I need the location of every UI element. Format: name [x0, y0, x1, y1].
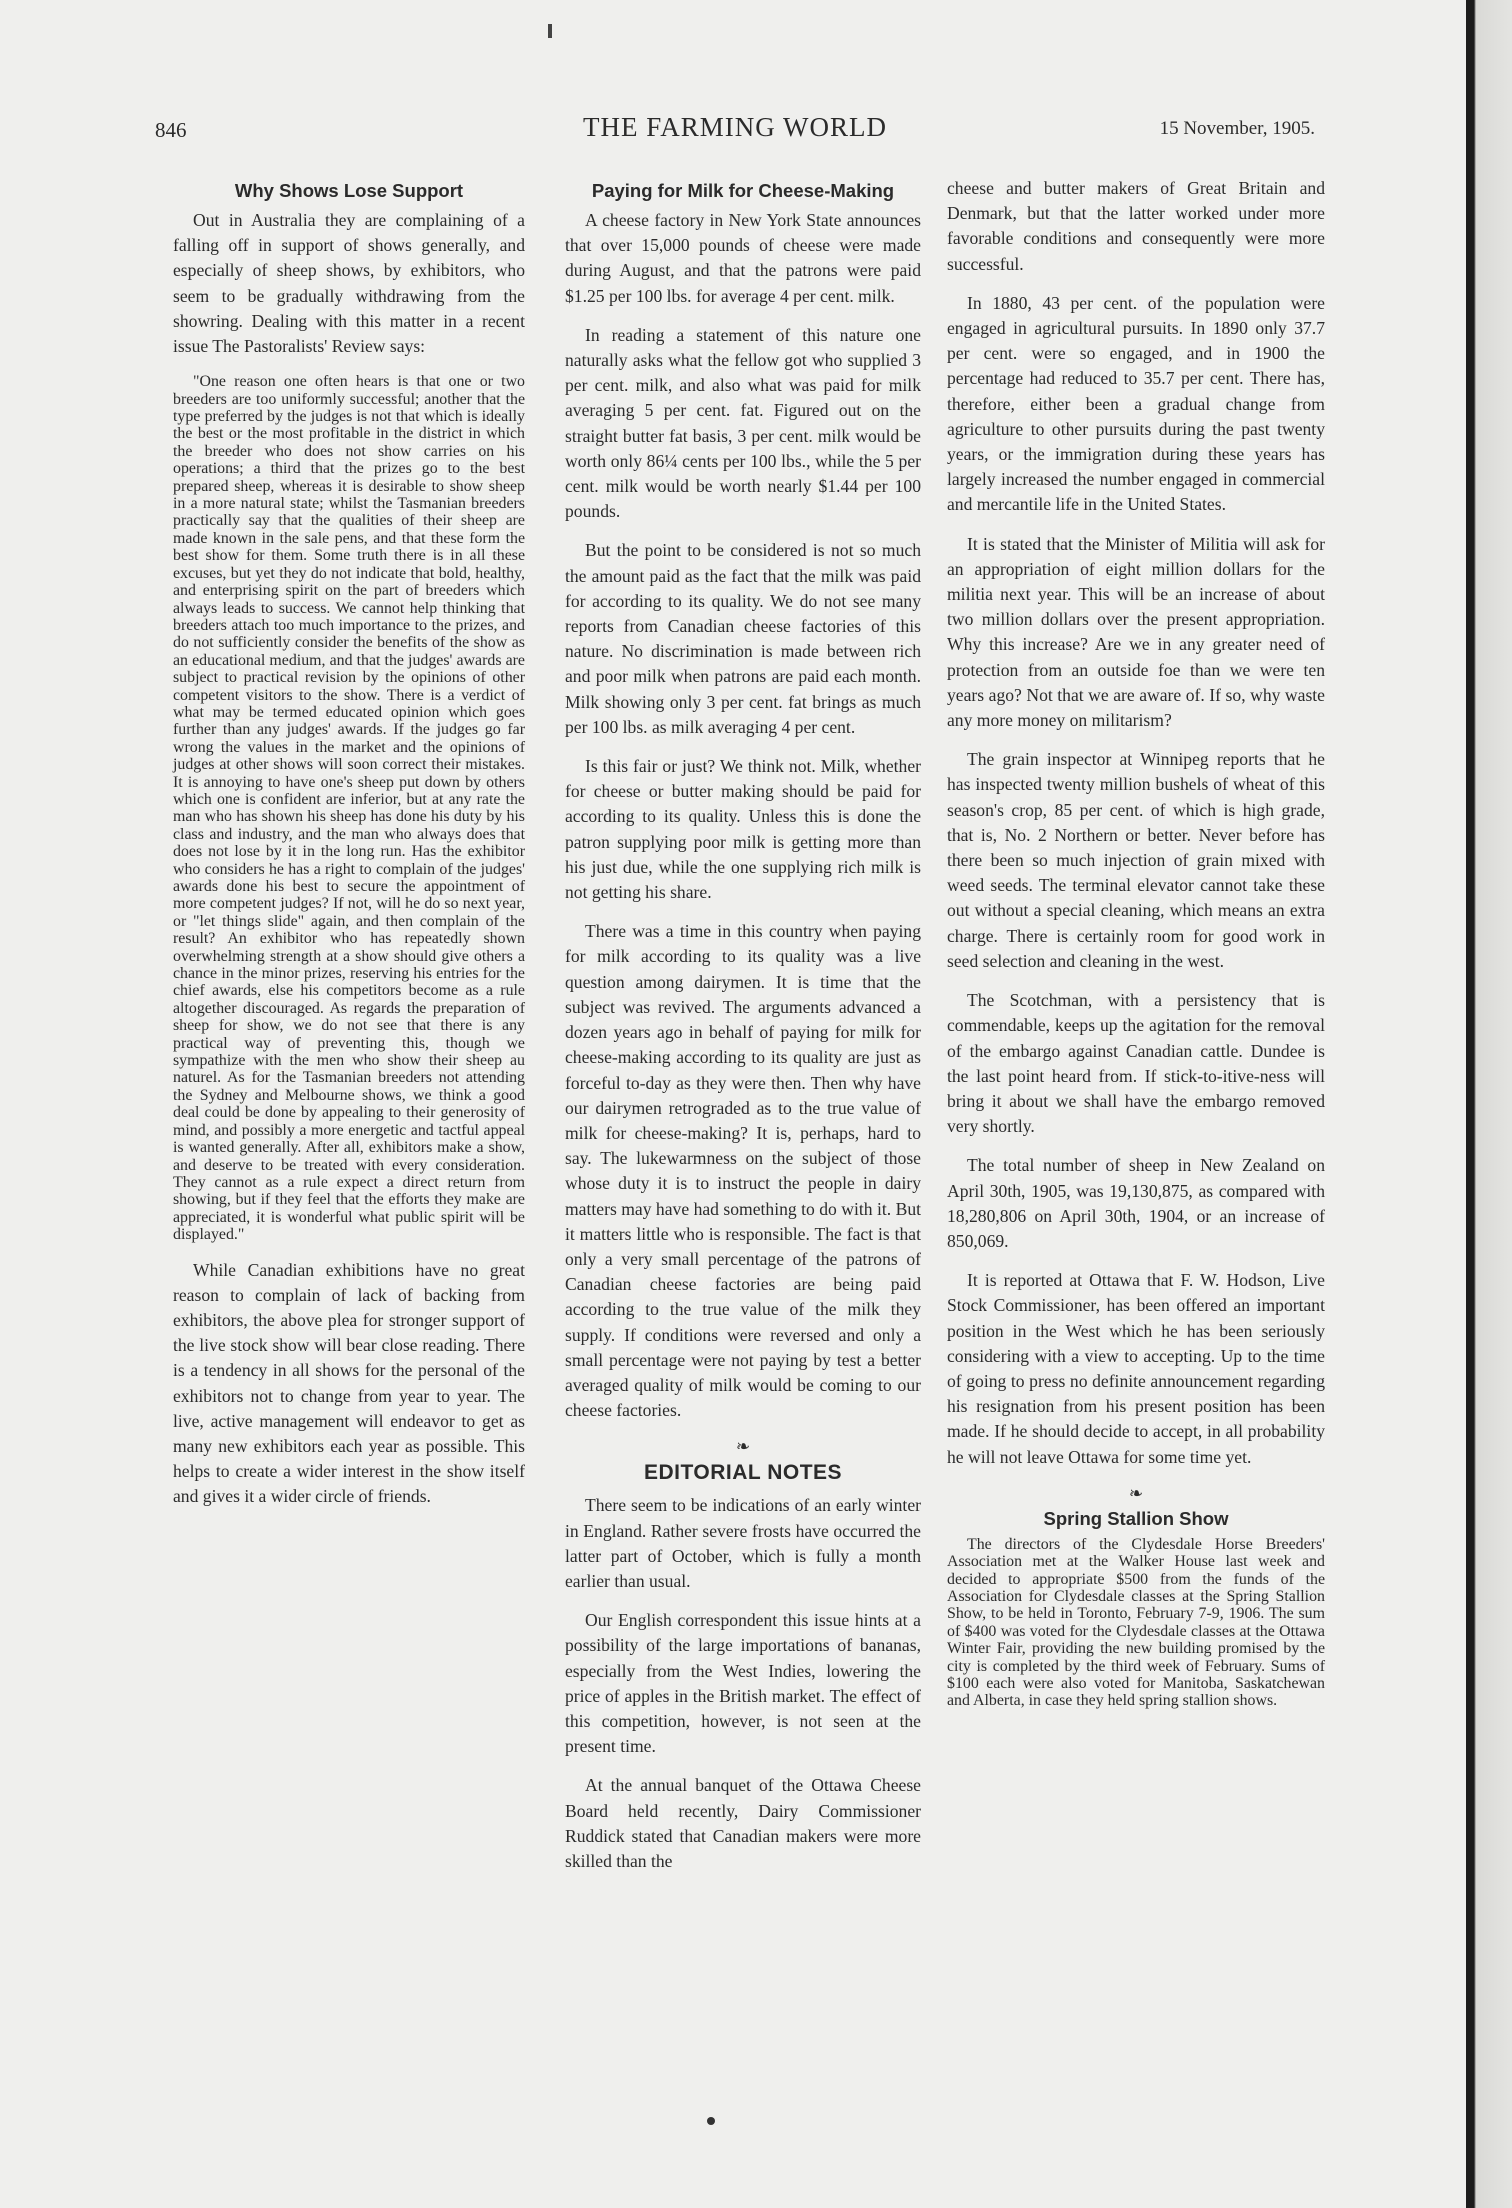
article-paragraph: There was a time in this country when paying for milk according to its quality was a live question among dairymen. It is time that the subject was revived. The arguments advanced a dozen years ago in behalf of paying for milk for cheese-making according to its quality are just as forceful to-day as they were then. Then why have our dairymen retrograded as to the true value of milk for cheese-making? It is, perhaps, hard to say. The lukewarmness on the subject of those whose duty it is to instruct the people in dairy matters may have had something to do with it. But it matters little who is responsible. The fact is that only a very small percentage of the patrons of Canadian cheese factories are being paid according to the true value of the milk they supply. If conditions were reversed and only a small percentage were not paying by test a better averaged quality of milk would be coming to our cheese factories. [565, 921, 921, 1421]
column-1 [173, 176, 525, 1524]
article-paragraph: The Scotchman, with a persistency that is commendable, keeps up the agitation for the removal of the embargo against Canadian cattle. Dundee is the last point heard from. If stick-to-itive-ness will bring it about we shall have the embargo removed very shortly. [947, 990, 1325, 1137]
editorial-notes-heading: EDITORIAL NOTES [643, 1461, 843, 1485]
dinkus-ornament: ❧ [735, 1437, 751, 1458]
article-paragraph: The total number of sheep in New Zealand on April 30th, 1905, was 19,130,875, as compared with 18,280,806 on April 30th, 1904, or an increase of 850,069. [947, 1155, 1325, 1251]
article-paragraph: It is reported at Ottawa that F. W. Hodson, Live Stock Commissioner, has been offered an important position in the West which he has been seriously considering with a view to accepting. Up to the time of going to press no definite announcement regarding his resignation from his present position has been made. If he should decide to accept, in all probability he will not leave Ottawa for some time yet. [947, 1270, 1325, 1467]
article-paragraph: There seem to be indications of an early winter in England. Rather severe frosts have occurred the latter part of October, which is fully a month earlier than usual. [565, 1495, 921, 1591]
page-footer-dot [707, 2117, 715, 2125]
page-number: 846 [155, 118, 187, 142]
column-2 [565, 176, 921, 1888]
article-paragraph: But the point to be considered is not so much the amount paid as the fact that the milk was paid for according to its quality. We do not see many reports from Canadian cheese factories of this nature. No discrimination is made between rich and poor milk when patrons are paid each month. Milk showing only 3 per cent. fat brings as much per 100 lbs. as milk averaging 4 per cent. [565, 540, 921, 737]
article-paragraph: Out in Australia they are complaining of a falling off in support of shows generally, and especially of sheep shows, by exhibitors, who seem to be gradually withdrawing from the showring. Dealing with this matter in a recent issue The Pastoralists' Review says: [173, 210, 525, 357]
column-3 [947, 176, 1325, 1724]
dinkus-ornament: ❧ [1128, 1483, 1144, 1504]
article-paragraph: Our English correspondent this issue hints at a possibility of the large importations of bananas, especially from the West Indies, lowering the price of apples in the British market. The effect of this competition, however, is not seen at the present time. [565, 1610, 921, 1757]
article-paragraph: Is this fair or just? We think not. Milk, whether for cheese or butter making should be paid for according to its quality. Unless this is done the patron supplying poor milk is getting more than his just due, while the one supplying rich milk is not getting his share. [565, 756, 921, 903]
page-header [155, 112, 1315, 152]
article-paragraph: While Canadian exhibitions have no great reason to complain of lack of backing from exhibitors, the above plea for stronger support of the live stock show will bear close reading. There is a tendency in all shows for the personal of the exhibitors not to change from year to year. The live, active management will endeavor to get as many new exhibitors each year as possible. This helps to create a wider interest in the show itself and gives it a wider circle of friends. [173, 1259, 525, 1507]
article-paragraph: In 1880, 43 per cent. of the population were engaged in agricultural pursuits. In 1890 only 37.7 per cent. were so engaged, and in 1900 the percentage had reduced to 35.7 per cent. There has, therefore, either been a gradual change from agriculture to other pursuits during the past twenty years, or the immigration during these years has largely increased the number engaged in commercial and mercantile life in the United States. [947, 292, 1325, 515]
article-heading-stallion: Spring Stallion Show [1043, 1507, 1229, 1529]
article-paragraph: A cheese factory in New York State announces that over 15,000 pounds of cheese were made during August, and that the patrons were paid $1.25 per 100 lbs. for average 4 per cent. milk. [565, 210, 921, 306]
article-paragraph: The directors of the Clydesdale Horse Breeders' Association met at the Walker House last week and decided to appropriate $500 from the funds of the Association for Clydesdale classes at the Spring Stallion Show, to be held in Toronto, February 7-9, 1906. The sum of $400 was voted for the Clydesdale classes at the Ottawa Winter Fair, providing the new building promised by the city is completed by the third week of February. Sums of $100 each were also voted for Manitoba, Saskatchewan and Alberta, in case they held spring stallion shows. [947, 1535, 1325, 1710]
issue-date: 15 November, 1905. [1159, 118, 1315, 139]
publication-title: THE FARMING WORLD [583, 112, 887, 142]
article-paragraph: The grain inspector at Winnipeg reports that he has inspected twenty million bushels of wheat of this season's crop, 85 per cent. of which is high grade, that is, No. 2 Northern or better. Never before has there been so much injection of grain mixed with weed seeds. The terminal elevator cannot take these out without a special cleaning, which means an extra charge. There is certainly room for good work in seed selection and cleaning in the west. [947, 749, 1325, 971]
article-paragraph: cheese and butter makers of Great Britain and Denmark, but that the latter worked under more favorable conditions and consequently were more successful. [947, 178, 1325, 274]
article-paragraph: At the annual banquet of the Ottawa Cheese Board held recently, Dairy Commissioner Ruddick stated that Canadian makers were more skilled than the [565, 1775, 921, 1871]
article-heading-milk: Paying for Milk for Cheese-Making [591, 180, 895, 201]
article-paragraph: In reading a statement of this nature one naturally asks what the fellow got who supplied 3 per cent. milk, and also what was paid for milk averaging 5 per cent. fat. Figured out on the straight butter fat basis, 3 per cent. milk would be worth only 86¼ cents per 100 lbs., while the 5 per cent. milk would be worth nearly $1.44 per 100 pounds. [565, 324, 921, 522]
scan-edge [1466, 0, 1512, 2208]
article-heading-shows: Why Shows Lose Support [234, 180, 464, 201]
article-quote: "One reason one often hears is that one or two breeders are too uniformly successful; another that the type preferred by the judges is not that which is ideally the best or the most profitable in the district in which the breeder who does not show carries on his operations; a third that the prizes go to the best prepared sheep, whereas it is desirable to show sheep in a more natural state; whilst the Tasmanian breeders practically say that the qualities of their sheep are made known in the sale pens, and that these form the best show for them. Some truth there is in all these excuses, but yet they do not indicate that bold, healthy, and enterprising spirit on the part of breeders which always leads to success. We cannot help thinking that breeders attach too much importance to the prizes, and do not sufficiently consider the benefits of the show as an educational medium, and that the judges' awards are subject to practical revision by the opinions of other competent visitors to the show. There is a verdict of what may be termed educated opinion which goes further than any judges' awards. If the judges go far wrong the values in the market and the opinions of judges at other shows will soon correct their mistakes. It is annoying to have one's sheep put down by others which one is confident are inferior, but at any rate the man who has shown his sheep has done his duty by his class and industry, and the man who always does that does not lose by it in the long run. Has the exhibitor who considers he has a right to complain of the judges' awards done his best to secure the appointment of more competent judges? If not, will he do so next year, or "let things slide" again, and then complain of the result? An exhibitor who has repeatedly shown overwhelming strength at a show should give others a chance in the minor prizes, reserving his entries for the chief awards, else his competitors become as a rule altogether discouraged. As regards the preparation of sheep for show, we do not see that there is any practical way of preventing this, though we sympathize with the men who show their sheep au naturel. As for the Tasmanian breeders not attending the Sydney and Melbourne shows, we think a good deal could be done by appealing to their generosity of mind, and possibly a more energetic and tactful appeal is wanted generally. After all, exhibitors make a show, and deserve to be treated with every consideration. They cannot as a rule expect a direct return from showing, but if they feel that the efforts they make are appreciated, it is wonderful what public spirit will be displayed." [173, 373, 525, 1244]
print-mark [548, 24, 552, 38]
article-paragraph: It is stated that the Minister of Militia will ask for an appropriation of eight million dollars for the militia next year. This will be an increase of about two million dollars over the present appropriation. Why this increase? Are we in any greater need of protection from an outside foe than we were ten years ago? Not that we are aware of. If so, why waste any more money on militarism? [947, 533, 1325, 731]
